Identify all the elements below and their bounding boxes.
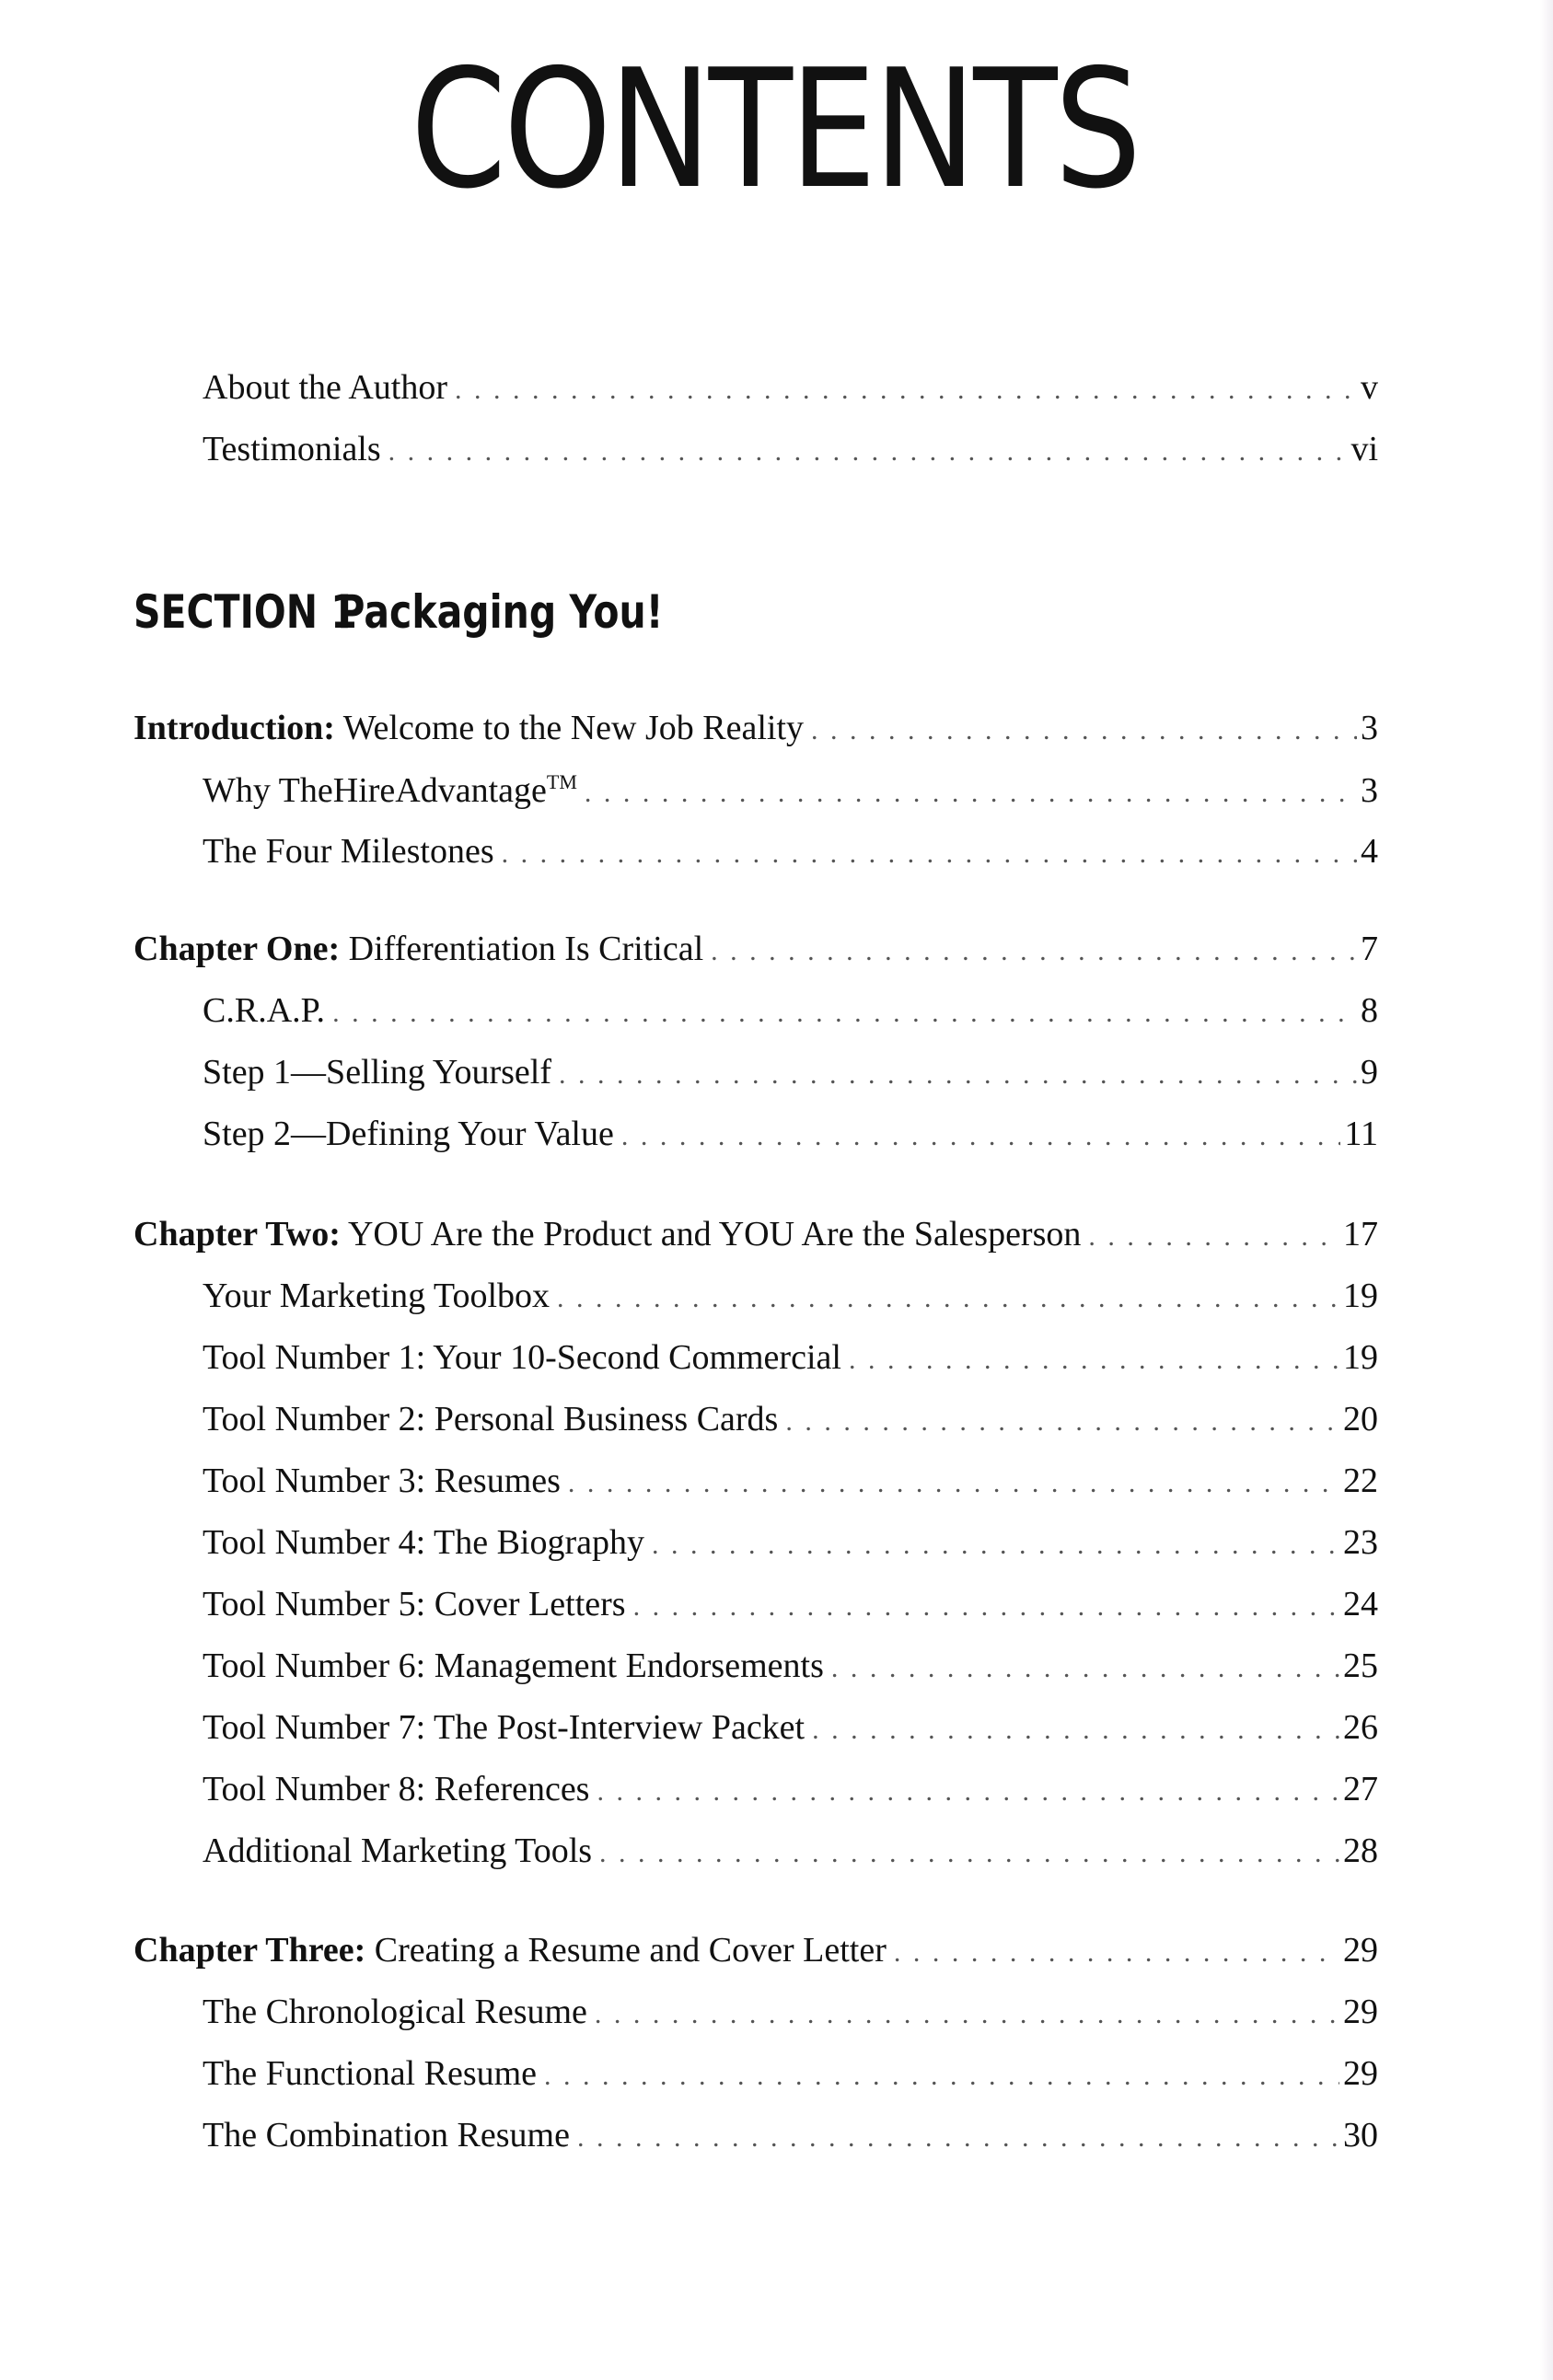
toc-page-number: 3 xyxy=(1361,709,1378,747)
toc-entry-label: Why TheHireAdvantage xyxy=(203,771,547,810)
toc-page-number: 3 xyxy=(1361,771,1378,810)
toc-chapter-three[interactable] xyxy=(133,1933,1378,1968)
chapter-prefix: Chapter Three: xyxy=(133,1931,366,1970)
toc-entry-label: C.R.A.P. xyxy=(203,991,326,1030)
chapter-prefix: Chapter Two: xyxy=(133,1215,341,1254)
toc-page-number: 24 xyxy=(1343,1585,1378,1623)
toc-entry-label: The Combination Resume xyxy=(203,2116,570,2155)
page-edge-shadow xyxy=(1540,0,1553,2380)
toc-entry-label: The Chronological Resume xyxy=(203,1993,587,2031)
toc-page-number: 26 xyxy=(1343,1708,1378,1747)
toc-entry[interactable] xyxy=(203,1833,1378,1868)
dot-leader xyxy=(633,1593,1339,1621)
toc-entry-label: Tool Number 3: Resumes xyxy=(203,1462,561,1500)
toc-entry[interactable] xyxy=(203,834,1378,869)
toc-page-number: 23 xyxy=(1343,1523,1378,1562)
toc-entry[interactable] xyxy=(203,1710,1378,1745)
toc-page-number: 4 xyxy=(1361,832,1378,871)
dot-leader xyxy=(557,1285,1339,1312)
section-number: SECTION 1 xyxy=(133,585,357,639)
toc-entry[interactable] xyxy=(203,1648,1378,1683)
dot-leader xyxy=(652,1531,1339,1559)
toc-page-number: 11 xyxy=(1344,1115,1378,1153)
toc-page-number: 28 xyxy=(1343,1831,1378,1870)
page-title: CONTENTS xyxy=(410,34,1139,225)
toc-entry[interactable] xyxy=(203,1463,1378,1498)
dot-leader xyxy=(559,1061,1357,1089)
toc-entry[interactable] xyxy=(203,1402,1378,1437)
dot-leader xyxy=(502,840,1357,868)
toc-page-number: 20 xyxy=(1343,1400,1378,1438)
section-name: Packaging You! xyxy=(337,585,664,639)
toc-entry[interactable] xyxy=(203,772,1378,808)
toc-entry-label: Tool Number 1: Your 10-Second Commercial xyxy=(203,1338,841,1377)
toc-entry-label: Testimonials xyxy=(203,430,381,468)
toc-entry-label: Tool Number 8: References xyxy=(203,1770,590,1808)
toc-entry-label: Additional Marketing Tools xyxy=(203,1831,593,1870)
toc-entry[interactable] xyxy=(203,993,1378,1028)
toc-page-number: vi xyxy=(1350,430,1378,468)
dot-leader xyxy=(621,1123,1341,1150)
toc-page-number: 27 xyxy=(1343,1770,1378,1808)
toc-chapter-one[interactable] xyxy=(133,931,1378,966)
toc-entry[interactable] xyxy=(203,1587,1378,1622)
toc-entry-label: The Four Milestones xyxy=(203,832,494,871)
dot-leader xyxy=(849,1346,1339,1374)
toc-page-number: 19 xyxy=(1343,1338,1378,1377)
toc-page-number: 25 xyxy=(1343,1646,1378,1685)
toc-page-number: 29 xyxy=(1343,1931,1378,1970)
toc-page-number: 29 xyxy=(1343,1993,1378,2031)
toc-page-number: 8 xyxy=(1361,991,1378,1030)
toc-page-number: 17 xyxy=(1343,1215,1378,1254)
toc-entry[interactable] xyxy=(203,1772,1378,1807)
dot-leader xyxy=(577,2124,1339,2152)
toc-entry-label: Tool Number 4: The Biography xyxy=(203,1523,645,1562)
toc-entry[interactable] xyxy=(203,1525,1378,1560)
toc-page-number: v xyxy=(1361,368,1378,407)
dot-leader xyxy=(388,438,1348,466)
chapter-title: Differentiation Is Critical xyxy=(348,930,704,968)
toc-entry[interactable] xyxy=(203,1055,1378,1090)
toc-entry[interactable] xyxy=(203,2056,1378,2091)
toc-page-number: 9 xyxy=(1361,1053,1378,1092)
toc-entry[interactable] xyxy=(203,2118,1378,2153)
toc-entry-label: Tool Number 7: The Post-Interview Packet xyxy=(203,1708,805,1747)
chapter-title: Creating a Resume and Cover Letter xyxy=(374,1931,887,1970)
toc-entry-label: Tool Number 6: Management Endorsements xyxy=(203,1646,824,1685)
dot-leader xyxy=(1088,1223,1339,1251)
toc-entry-testimonials[interactable] xyxy=(203,432,1378,467)
toc-page-number: 7 xyxy=(1361,930,1378,968)
chapter-prefix: Chapter One: xyxy=(133,930,341,968)
dot-leader xyxy=(597,1778,1339,1806)
toc-entry[interactable] xyxy=(203,1278,1378,1313)
dot-leader xyxy=(785,1408,1339,1436)
chapter-title: YOU Are the Product and YOU Are the Salesperson xyxy=(347,1215,1082,1254)
section-heading xyxy=(133,585,664,639)
chapter-prefix: Introduction: xyxy=(133,709,335,747)
toc-entry-label: Step 2—Defining Your Value xyxy=(203,1115,614,1153)
chapter-title: Welcome to the New Job Reality xyxy=(342,709,805,747)
dot-leader xyxy=(711,938,1357,965)
dot-leader xyxy=(894,1939,1339,1967)
toc-page-number: 22 xyxy=(1343,1462,1378,1500)
toc-page-number: 30 xyxy=(1343,2116,1378,2155)
dot-leader xyxy=(455,376,1357,404)
toc-entry-label: Your Marketing Toolbox xyxy=(203,1277,551,1315)
toc-entry-label: The Functional Resume xyxy=(203,2054,538,2093)
toc-page-number: 19 xyxy=(1343,1277,1378,1315)
dot-leader xyxy=(585,780,1357,807)
toc-entry[interactable] xyxy=(203,1994,1378,2029)
dot-leader xyxy=(544,2062,1339,2090)
dot-leader xyxy=(595,2001,1339,2028)
dot-leader xyxy=(812,1716,1339,1744)
toc-page-number: 29 xyxy=(1343,2054,1378,2093)
toc-chapter-introduction[interactable] xyxy=(133,711,1378,745)
dot-leader xyxy=(811,717,1357,745)
toc-entry-label: About the Author xyxy=(203,368,447,407)
dot-leader xyxy=(599,1840,1339,1867)
trademark-symbol: TM xyxy=(546,770,577,793)
toc-entry-label: Tool Number 2: Personal Business Cards xyxy=(203,1400,779,1438)
toc-entry[interactable] xyxy=(203,1340,1378,1375)
toc-entry[interactable] xyxy=(203,1116,1378,1151)
toc-chapter-two[interactable] xyxy=(133,1217,1378,1252)
toc-entry-label: Step 1—Selling Yourself xyxy=(203,1053,551,1092)
dot-leader xyxy=(568,1470,1339,1497)
dot-leader xyxy=(332,999,1357,1027)
dot-leader xyxy=(831,1655,1339,1682)
toc-entry-about-the-author[interactable] xyxy=(203,370,1378,405)
toc-entry-label: Tool Number 5: Cover Letters xyxy=(203,1585,626,1623)
